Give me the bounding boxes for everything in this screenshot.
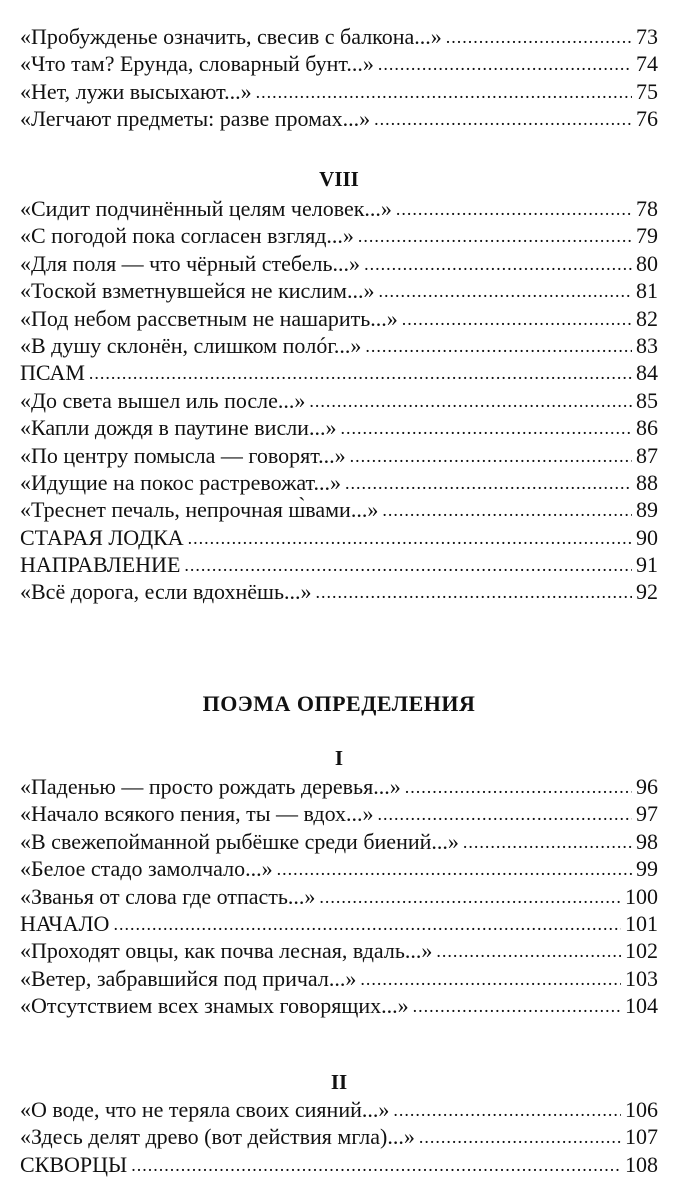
dot-leader [378, 799, 632, 828]
toc-entry [20, 78, 658, 105]
entry-title: НАПРАВЛЕНИЕ [20, 552, 181, 578]
dot-leader [350, 441, 632, 470]
dot-leader [365, 331, 632, 360]
dot-leader [309, 386, 632, 415]
dot-leader [364, 249, 632, 278]
entry-title: СКВОРЦЫ [20, 1151, 128, 1177]
dot-leader [405, 772, 632, 801]
toc-entry [20, 387, 658, 414]
entry-page-number: 103 [625, 965, 658, 991]
entry-title: НАЧАЛО [20, 910, 110, 936]
toc-entry [20, 277, 658, 304]
dot-leader [360, 964, 621, 993]
entry-page-number: 102 [625, 938, 658, 964]
entry-page-number: 89 [636, 497, 658, 523]
entry-page-number: 78 [636, 196, 658, 221]
entry-title: «Званья от слова где отпасть...» [20, 883, 316, 909]
dot-leader [419, 1122, 621, 1151]
part-title: ПОЭМА ОПРЕДЕЛЕНИЯ [202, 691, 476, 716]
toc-block-i [20, 773, 658, 1020]
entry-page-number: 107 [625, 1124, 658, 1150]
toc-entry [20, 305, 658, 332]
dot-leader [277, 854, 632, 883]
entry-title: «С погодой пока согласен взгляд...» [20, 223, 354, 249]
entry-page-number: 83 [636, 332, 658, 358]
dot-leader [378, 276, 632, 305]
section-heading-ii: II [330, 1070, 348, 1094]
entry-title: «По центру помысла — говорят...» [20, 442, 346, 468]
entry-title: «Проходят овцы, как почва лесная, вдаль...» [20, 938, 433, 964]
entry-title: «Капли дождя в паутине висли...» [20, 415, 337, 441]
entry-title: «Отсутствием всех знамых говорящих...» [20, 993, 409, 1019]
dot-leader [319, 882, 621, 911]
toc-entry [20, 524, 658, 551]
toc-entry [20, 965, 658, 992]
dot-leader [184, 550, 632, 579]
toc-entry [20, 414, 658, 441]
dot-leader [188, 523, 632, 552]
entry-title: «В свежепойманной рыбёшке среди биений...» [20, 828, 459, 854]
toc-block-viii [20, 195, 658, 606]
dot-leader [345, 468, 632, 497]
toc-entry [20, 1123, 658, 1150]
entry-page-number: 73 [636, 24, 658, 49]
entry-title: «Ветер, забравшийся под причал...» [20, 965, 357, 991]
toc-entry [20, 883, 658, 910]
dot-leader [413, 991, 621, 1020]
entry-page-number: 91 [636, 552, 658, 578]
entry-page-number: 96 [636, 774, 658, 799]
toc-entry [20, 773, 658, 800]
toc-entry [20, 442, 658, 469]
entry-page-number: 82 [636, 305, 658, 331]
entry-title: ПСАМ [20, 360, 85, 386]
entry-page-number: 88 [636, 469, 658, 495]
entry-page-number: 81 [636, 278, 658, 304]
dot-leader [113, 909, 621, 938]
dot-leader [382, 495, 632, 524]
entry-title: «Идущие на покос растревожат...» [20, 469, 341, 495]
dot-leader [402, 304, 632, 333]
entry-title: «До света вышел иль после...» [20, 387, 306, 413]
entry-page-number: 85 [636, 387, 658, 413]
entry-page-number: 100 [625, 883, 658, 909]
toc-entry [20, 800, 658, 827]
entry-title: «В душу склонён, слишком пoлóг...» [20, 332, 362, 358]
toc-entry [20, 469, 658, 496]
toc-entry [20, 1151, 658, 1178]
entry-title: «Треснет печаль, непрочная ш̀вами...» [20, 497, 379, 523]
toc-entry [20, 855, 658, 882]
toc-block-top [20, 23, 658, 133]
toc-entry [20, 50, 658, 77]
entry-page-number: 104 [625, 993, 658, 1019]
entry-title: «Нет, лужи высыхают...» [20, 78, 252, 104]
dot-leader [340, 413, 632, 442]
entry-page-number: 80 [636, 250, 658, 276]
entry-title: «Здесь делят древо (вот действия мгла)...» [20, 1124, 415, 1150]
entry-page-number: 84 [636, 360, 658, 386]
entry-page-number: 79 [636, 223, 658, 249]
toc-block-ii [20, 1096, 658, 1178]
entry-title: СТАРАЯ ЛОДКА [20, 524, 184, 550]
dot-leader [89, 358, 632, 387]
entry-title: «О воде, что не теряла своих сияний...» [20, 1097, 390, 1122]
entry-title: «Начало всякого пения, ты — вдох...» [20, 801, 374, 827]
toc-entry [20, 551, 658, 578]
toc-entry [20, 910, 658, 937]
section-heading-viii: VIII [319, 167, 359, 191]
toc-entry [20, 992, 658, 1019]
entry-page-number: 99 [636, 856, 658, 882]
entry-page-number: 87 [636, 442, 658, 468]
entry-title: «Сидит подчинённый целям человек...» [20, 196, 392, 221]
entry-page-number: 92 [636, 579, 658, 605]
entry-page-number: 108 [625, 1151, 658, 1177]
entry-page-number: 76 [636, 106, 658, 132]
entry-title: «Паденью — просто рождать деревья...» [20, 774, 401, 799]
toc-entry [20, 23, 658, 50]
toc-entry [20, 332, 658, 359]
toc-entry [20, 496, 658, 523]
toc-entry [20, 195, 658, 222]
toc-entry [20, 359, 658, 386]
dot-leader [463, 827, 632, 856]
entry-page-number: 90 [636, 524, 658, 550]
toc-entry [20, 250, 658, 277]
dot-leader [378, 49, 632, 78]
entry-title: «Белое стадо замолчало...» [20, 856, 273, 882]
entry-title: «Что там? Ерунда, словарный бунт...» [20, 51, 374, 77]
entry-title: «Для поля — что чёрный стебель...» [20, 250, 361, 276]
section-heading-i: I [334, 746, 344, 770]
entry-page-number: 86 [636, 415, 658, 441]
toc-entry [20, 1096, 658, 1123]
toc-entry [20, 105, 658, 132]
entry-title: «Под небом рассветным не нашарить...» [20, 305, 398, 331]
entry-page-number: 101 [625, 910, 658, 936]
entry-page-number: 97 [636, 801, 658, 827]
dot-leader [374, 104, 632, 133]
dot-leader [256, 77, 632, 106]
entry-title: «Тоской взметнувшейся не кислим...» [20, 278, 375, 304]
entry-page-number: 75 [636, 78, 658, 104]
dot-leader [393, 1095, 621, 1124]
entry-title: «Пробужденье означить, свесив с балкона...» [20, 24, 442, 49]
entry-page-number: 106 [625, 1097, 658, 1122]
entry-page-number: 98 [636, 828, 658, 854]
dot-leader [436, 936, 621, 965]
toc-entry [20, 828, 658, 855]
dot-leader [396, 194, 632, 223]
entry-title: «Всё дорога, если вдохнёшь...» [20, 579, 312, 605]
dot-leader [446, 22, 632, 51]
dot-leader [316, 577, 632, 606]
toc-entry [20, 937, 658, 964]
entry-title: «Легчают предметы: разве промах...» [20, 106, 371, 132]
dot-leader [131, 1150, 621, 1179]
toc-entry [20, 578, 658, 605]
entry-page-number: 74 [636, 51, 658, 77]
toc-entry [20, 222, 658, 249]
dot-leader [358, 221, 632, 250]
